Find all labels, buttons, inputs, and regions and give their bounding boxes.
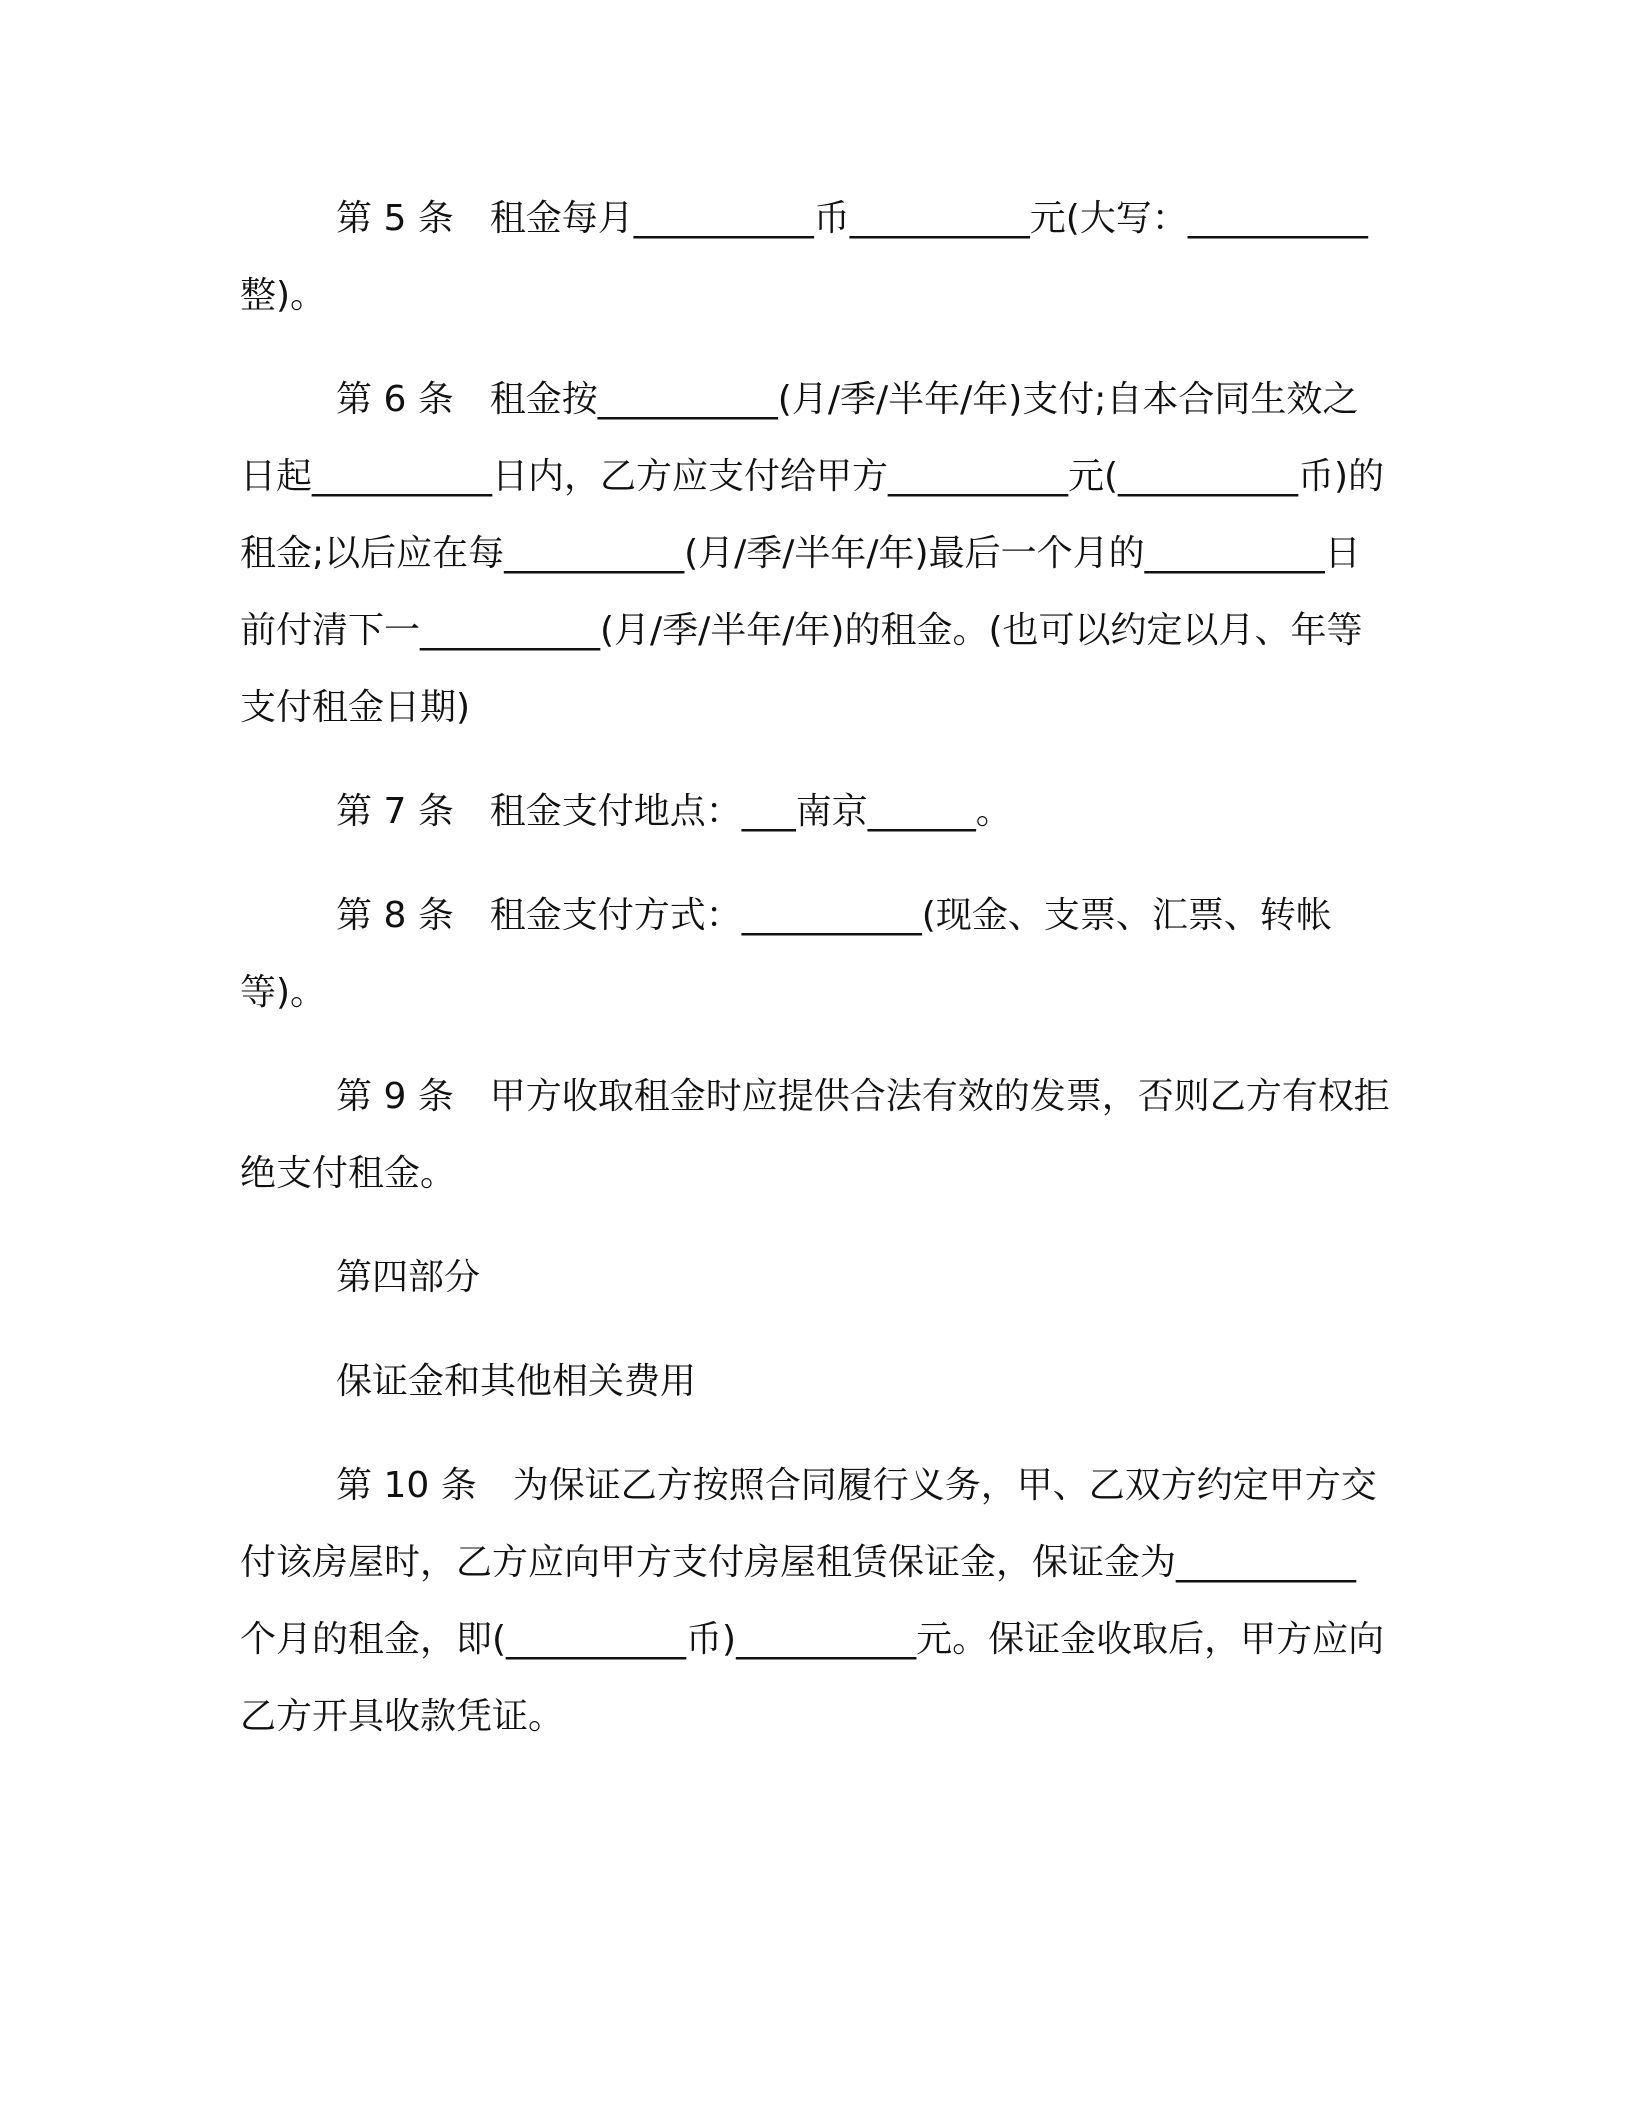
article-10: 第 10 条 为保证乙方按照合同履行义务，甲、乙双方约定甲方交付该房屋时，乙方应向甲方支付房屋租赁保证金，保证金为__________个月的租金，即(__________币)__________元。保证金收取后，甲方应向乙方开具收款凭证。 [240,1465,1385,1737]
article-8: 第 8 条 租金支付方式：__________(现金、支票、汇票、转帐等)。 [240,895,1332,1013]
section-title: 第四部分 [336,1257,481,1298]
article-5: 第 5 条 租金每月__________币__________元(大写：__________整)。 [240,198,1368,316]
article-6: 第 6 条 租金按__________(月/季/半年/年)支付;自本合同生效之日起__________日内，乙方应支付给甲方__________元(__________币)的租金;以后应在每__________(月/季/半年/年)最后一个月的__________日前付清下一__________(月/季/半年/年)的租金。(也可以约定以月、年等支付租金日期) [240,379,1385,728]
document-page [240,180,1390,1782]
article-7: 第 7 条 租金支付地点：___南京______。 [336,791,1012,832]
section-subtitle: 保证金和其他相关费用 [336,1361,697,1402]
article-9: 第 9 条 甲方收取租金时应提供合法有效的发票，否则乙方有权拒绝支付租金。 [240,1076,1390,1194]
